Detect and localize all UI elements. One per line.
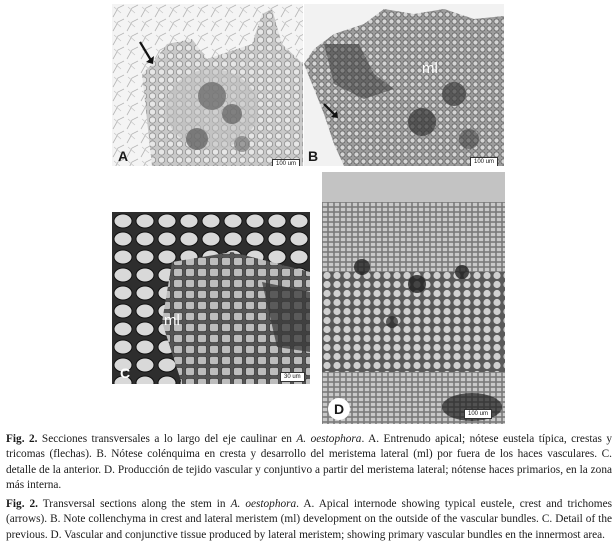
- scale-bar-d: 100 um: [464, 409, 492, 419]
- panel-letter-a: A: [118, 148, 129, 164]
- caption-text: Secciones transversales a lo largo del eje caulinar en: [37, 433, 297, 445]
- micrograph-panel-c: [112, 212, 310, 384]
- micrograph-d-image: [322, 172, 505, 424]
- panel-letter-d: D: [328, 398, 350, 420]
- micrograph-c-image: [112, 212, 310, 384]
- caption-text: Transversal sections along the stem in: [38, 498, 231, 510]
- caption-text: . A. Entrenudo apical; nótese eustela típica, crestas y tricomas (flechas). B. Nótese colénquima en cresta y desarrollo del meristema lateral (ml) por fuera de los haces vasculares. C. detalle de la anterior. D. Producción de tejido vascular y conjuntivo a partir del meristema lateral; nótense haces primarios, en la zona más interna.: [6, 433, 613, 491]
- panel-letter-b: B: [308, 148, 319, 164]
- scale-bar-b: 100 um: [470, 157, 498, 166]
- figure-label: Fig. 2.: [6, 498, 38, 510]
- micrograph-b-image: [304, 4, 504, 166]
- scale-bar-c: 30 um: [280, 372, 305, 382]
- figure-label: Fig. 2.: [6, 433, 38, 445]
- caption-text: . A. Apical internode showing typical eustele, crest and trichomes (arrows). B. Note collenchyma in crest and lateral meristem (ml) development on the outside of the vascular bundles. C. Detail of the previous. D. Vascular and conjunctive tissue produced by lateral meristem; showing primary vascular bundles en the innermost area.: [6, 498, 613, 541]
- ml-label-b: ml: [422, 60, 438, 77]
- species-name: A. oestophora: [296, 433, 362, 445]
- micrograph-a-image: [112, 4, 303, 166]
- species-name: A. oestophora: [230, 498, 297, 510]
- caption-spanish: [6, 432, 612, 493]
- caption-english: [6, 497, 612, 543]
- micrograph-panel-d: [322, 172, 505, 424]
- scale-bar-a: 100 um: [272, 159, 300, 166]
- panel-letter-c: C: [120, 365, 131, 381]
- ml-label-c: ml: [164, 312, 180, 329]
- micrograph-panel-a: [112, 4, 303, 166]
- micrograph-panel-b: [304, 4, 504, 166]
